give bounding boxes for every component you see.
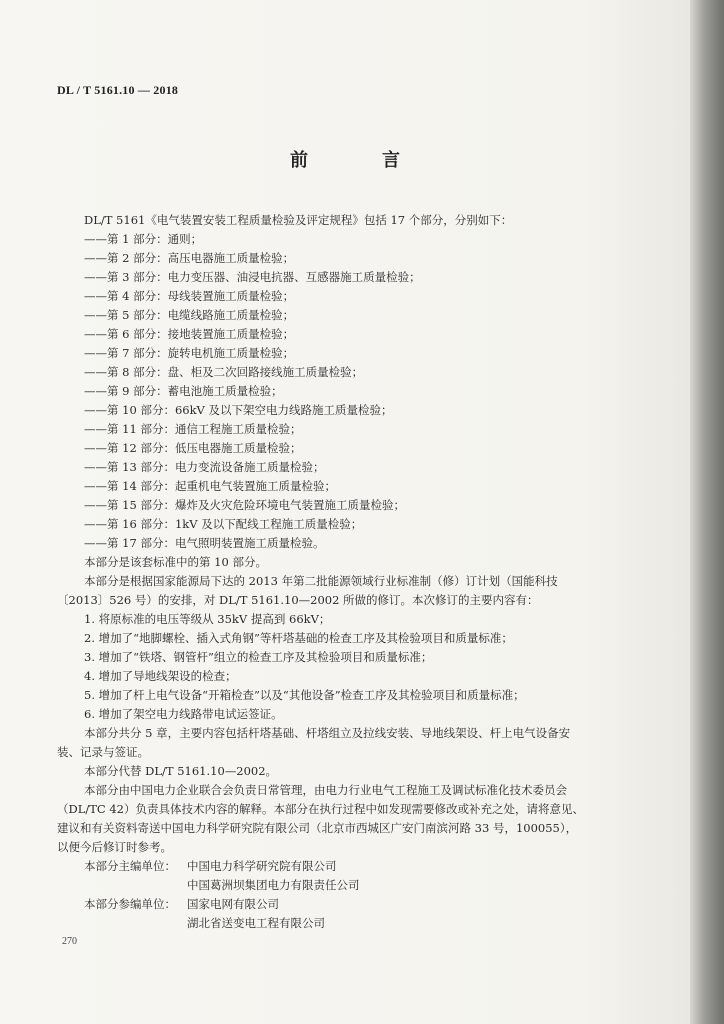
standard-code-header: DL / T 5161.10 — 2018 (57, 83, 179, 97)
participant-label: 本部分参编单位： (84, 897, 176, 911)
list-item: ——第 13 部分：电力变流设备施工质量检验； (84, 460, 325, 474)
list-item: ——第 5 部分：电缆线路施工质量检验； (84, 308, 295, 322)
list-item: 2. 增加了“地脚螺栓、插入式角钢”等杆塔基础的检查工序及其检验项目和质量标准； (84, 631, 513, 645)
list-item: 1. 将原标准的电压等级从 35kV 提高到 66kV； (84, 612, 331, 626)
list-item: ——第 16 部分：1kV 及以下配线工程施工质量检验； (84, 517, 363, 531)
admin-paragraph-line: （DL/TC 42）负责具体技术内容的解释。本部分在执行过程中如发现需要修改或补充之处，请将意见、 (57, 802, 584, 816)
list-item: ——第 10 部分：66kV 及以下架空电力线路施工质量检验； (84, 403, 393, 417)
list-item: ——第 8 部分：盘、柜及二次回路接线施工质量检验； (84, 365, 364, 379)
list-item: ——第 2 部分：高压电器施工质量检验； (84, 251, 295, 265)
list-item: ——第 17 部分：电气照明装置施工质量检验。 (84, 536, 325, 550)
list-item: ——第 9 部分：蓄电池施工质量检验； (84, 384, 283, 398)
intro-paragraph: DL/T 5161《电气装置安装工程质量检验及评定规程》包括 17 个部分，分别如下： (84, 213, 513, 227)
chapters-paragraph-line: 装、记录与签证。 (57, 745, 149, 759)
list-item: 6. 增加了架空电力线路带电试运签证。 (84, 707, 283, 721)
replaces-note: 本部分代替 DL/T 5161.10—2002。 (84, 764, 278, 778)
page-title: 前 言 (290, 150, 428, 171)
list-item: ——第 1 部分：通则； (84, 232, 203, 246)
list-item: ——第 6 部分：接地装置施工质量检验； (84, 327, 295, 341)
book-spine-shadow (690, 0, 724, 1024)
list-item: 3. 增加了“铁塔、钢管杆”组立的检查工序及其检验项目和质量标准； (84, 650, 433, 664)
participant-unit: 国家电网有限公司 (187, 897, 279, 911)
list-item: ——第 14 部分：起重机电气装置施工质量检验； (84, 479, 336, 493)
list-item: ——第 4 部分：母线装置施工质量检验； (84, 289, 295, 303)
basis-paragraph-line: 本部分是根据国家能源局下达的 2013 年第二批能源领域行业标准制（修）订计划（国能科技 (84, 574, 558, 588)
admin-paragraph-line: 建议和有关资料寄送中国电力科学研究院有限公司（北京市西城区广安门南滨河路 33 号，100055）， (57, 821, 578, 835)
chief-editor-unit: 中国葛洲坝集团电力有限责任公司 (187, 878, 360, 892)
chief-editor-label: 本部分主编单位： (84, 859, 176, 873)
list-item: ——第 12 部分：低压电器施工质量检验； (84, 441, 302, 455)
admin-paragraph-line: 以便今后修订时参考。 (57, 840, 172, 854)
list-item: 4. 增加了导地线架设的检查； (84, 669, 237, 683)
chapters-paragraph-line: 本部分共分 5 章，主要内容包括杆塔基础、杆塔组立及拉线安装、导地线架设、杆上电气设备安 (84, 726, 571, 740)
basis-paragraph-line: 〔2013〕526 号）的安排，对 DL/T 5161.10—2002 所做的修订。本次修订的主要内容有： (57, 593, 539, 607)
chief-editor-unit: 中国电力科学研究院有限公司 (187, 859, 337, 873)
page-number: 270 (62, 936, 77, 947)
list-item: ——第 11 部分：通信工程施工质量检验； (84, 422, 302, 436)
list-item: 5. 增加了杆上电气设备“开箱检查”以及“其他设备”检查工序及其检验项目和质量标准； (84, 688, 525, 702)
admin-paragraph-line: 本部分由中国电力企业联合会负责日常管理，由电力行业电气工程施工及调试标准化技术委员会 (84, 783, 567, 797)
list-item: ——第 7 部分：旋转电机施工质量检验； (84, 346, 295, 360)
list-item: ——第 3 部分：电力变压器、油浸电抗器、互感器施工质量检验； (84, 270, 421, 284)
list-item: ——第 15 部分：爆炸及火灾危险环境电气装置施工质量检验； (84, 498, 405, 512)
this-part-note: 本部分是该套标准中的第 10 部分。 (84, 555, 267, 569)
participant-unit: 湖北省送变电工程有限公司 (187, 916, 325, 930)
